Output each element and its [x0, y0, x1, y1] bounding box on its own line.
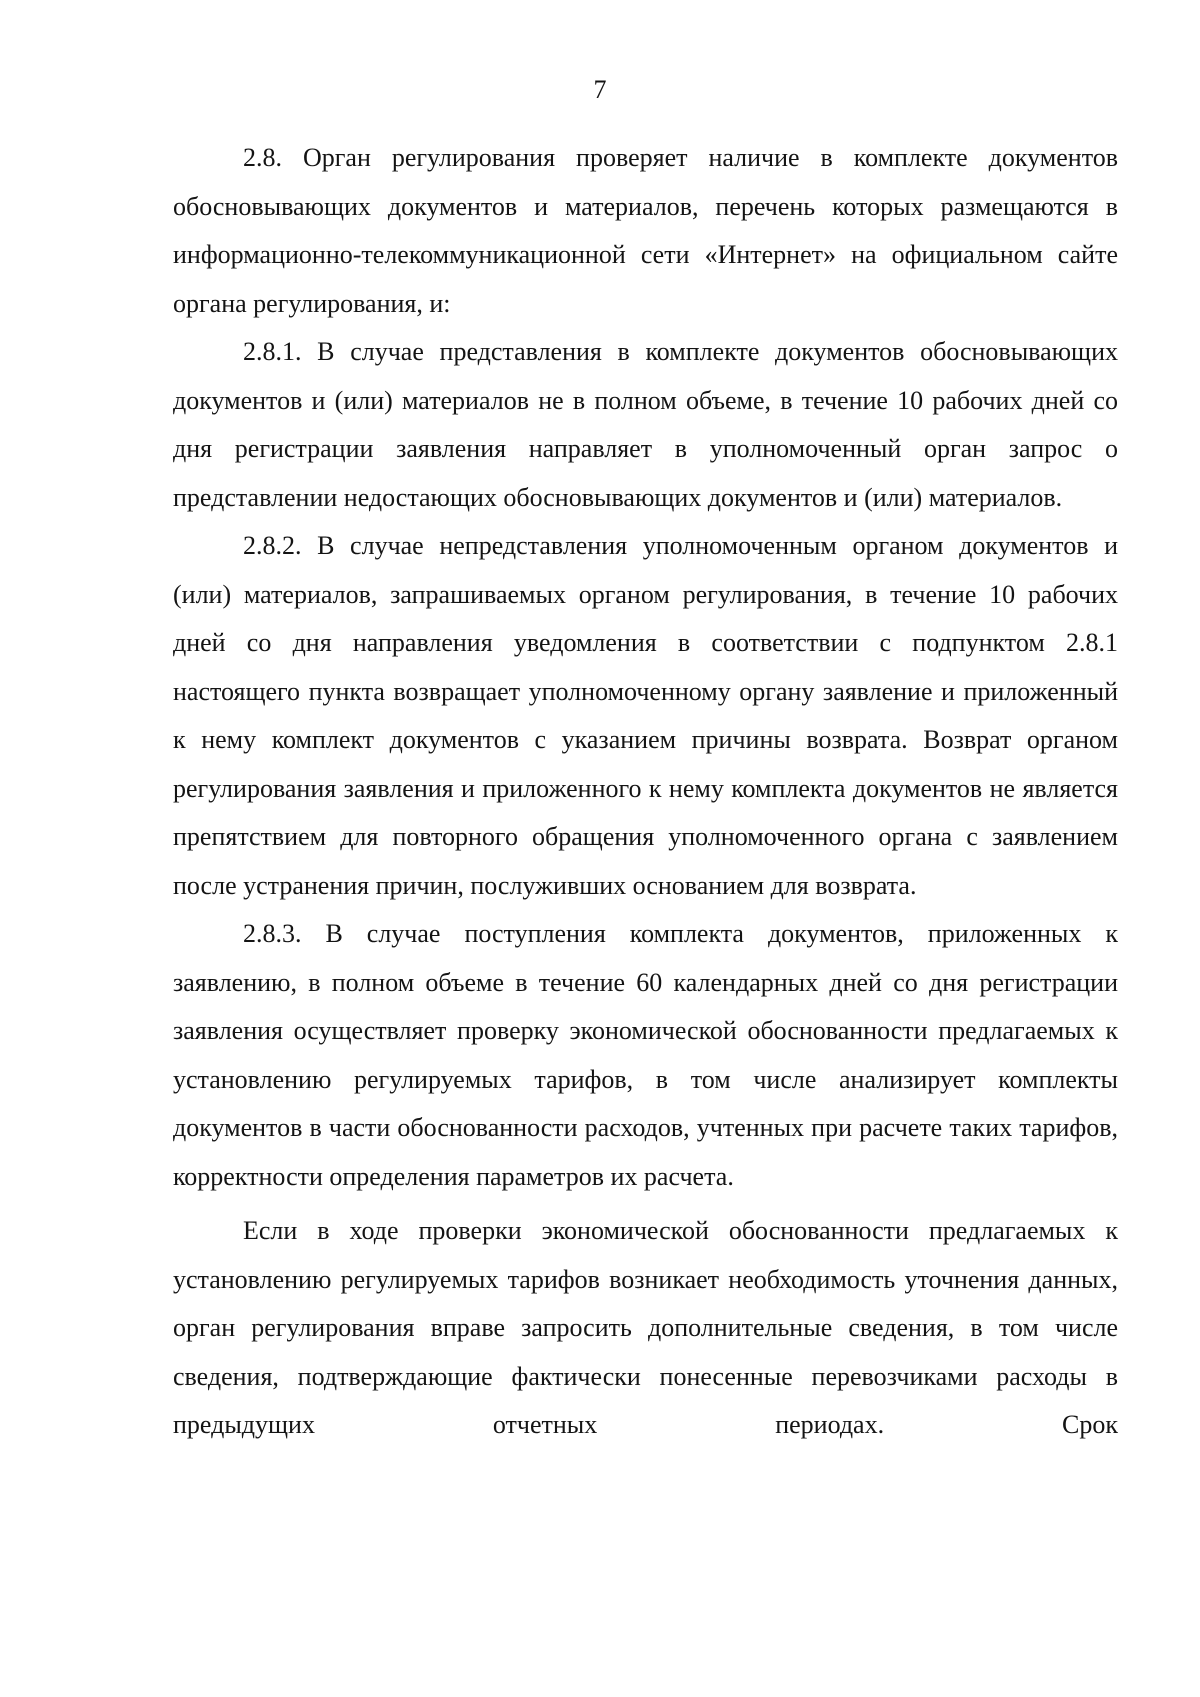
paragraph-2-8: 2.8. Орган регулирования проверяет наличие в комплекте документов обосновывающих документов и материалов, перечень которых размещаются в информационно-телекоммуникационной сети «Интернет» на официальном сайте органа регулирования, и:	[173, 143, 1118, 318]
paragraph-2-8-3: 2.8.3. В случае поступления комплекта документов, приложенных к заявлению, в полном объеме в течение 60 календарных дней со дня регистрации заявления осуществляет проверку экономической обоснованности предлагаемых к установлению регулируемых тарифов, в том числе анализирует комплекты документов в части обоснованности расходов, учтенных при расчете таких тарифов, корректности определения параметров их расчета.	[173, 919, 1118, 1191]
document-body	[173, 134, 1118, 1450]
paragraph-2-8-1: 2.8.1. В случае представления в комплекте документов обосновывающих документов и (или) материалов не в полном объеме, в течение 10 рабочих дней со дня регистрации заявления направляет в уполномоченный орган запрос о представлении недостающих обосновывающих документов и (или) материалов.	[173, 337, 1118, 512]
paragraph-2-8-2: 2.8.2. В случае непредставления уполномоченным органом документов и (или) материалов, запрашиваемых органом регулирования, в течение 10 рабочих дней со дня направления уведомления в соответствии с подпунктом 2.8.1 настоящего пункта возвращает уполномоченному органу заявление и приложенный к нему комплект документов с указанием причины возврата. Возврат органом регулирования заявления и приложенного к нему комплекта документов не является препятствием для повторного обращения уполномоченного органа с заявлением после устранения причин, послуживших основанием для возврата.	[173, 531, 1118, 900]
page-number: 7	[593, 75, 607, 104]
paragraph-if-verification: Если в ходе проверки экономической обоснованности предлагаемых к установлению регулируемых тарифов возникает необходимость уточнения данных, орган регулирования вправе запросить дополнительные сведения, в том числе сведения, подтверждающие фактически понесенные перевозчиками расходы в предыдущих отчетных периодах. Срок	[173, 1216, 1118, 1439]
